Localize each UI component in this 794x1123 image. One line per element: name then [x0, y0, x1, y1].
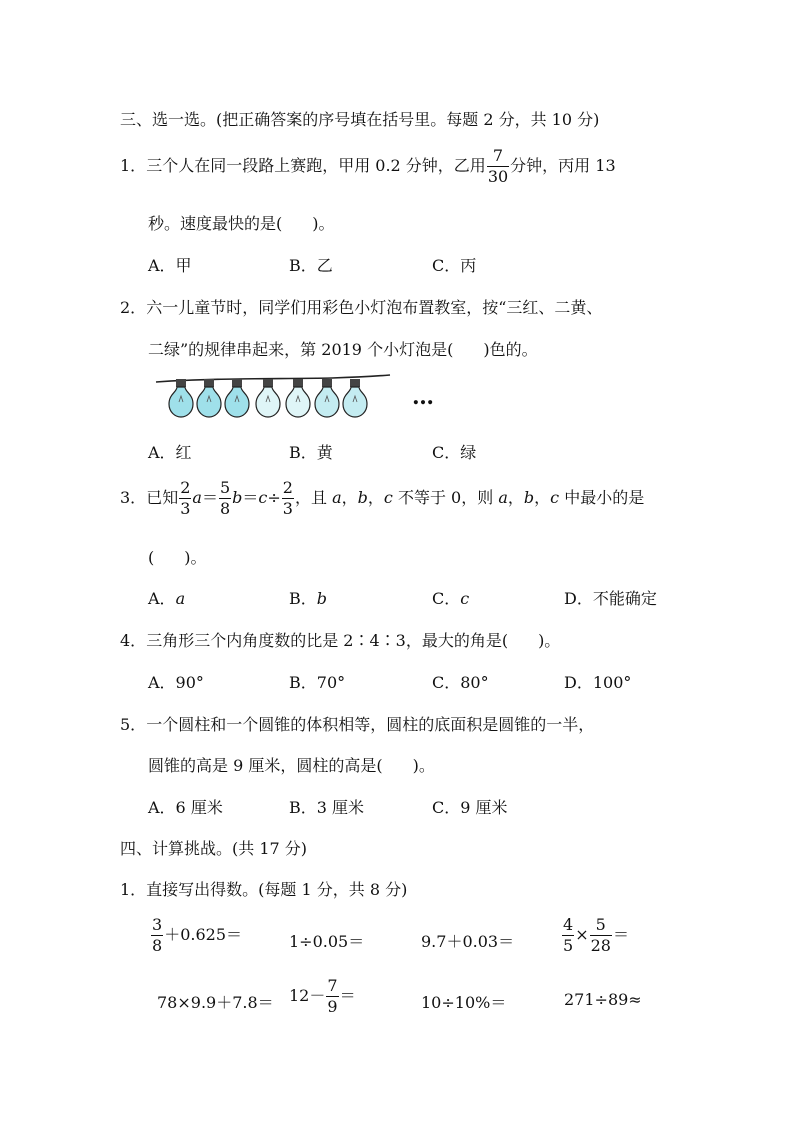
- q3-number: 3．: [120, 488, 147, 507]
- calc-r1-e2: 1÷0.05＝: [289, 932, 365, 951]
- q3-f1-num: 2: [180, 478, 191, 497]
- q4-text-b: )。: [538, 631, 561, 650]
- q3-f2-den: 8: [219, 499, 231, 518]
- calc-r1-e4-op: ×: [575, 925, 589, 944]
- q3-option-b-value: b: [316, 589, 328, 608]
- q4-text-a: 三角形三个内角度数的比是 2∶4∶3，最大的角是(: [146, 631, 509, 650]
- calc-r1-e3: 9.7＋0.03＝: [421, 932, 515, 951]
- q3-line2-a: (: [148, 548, 155, 567]
- bulb-5: [286, 379, 310, 417]
- q5-option-a[interactable]: A．6 厘米: [148, 798, 223, 817]
- calc-r1-e4-f1-num: 4: [563, 915, 574, 934]
- q3-line2-b: )。: [184, 548, 207, 567]
- q3-sep-3: ，: [507, 488, 524, 507]
- calc-r2-e2-eq: ＝: [339, 986, 356, 1005]
- calc-r1-e4-fraction-2: [590, 917, 612, 954]
- q3-f3-num: 2: [282, 478, 293, 497]
- q3-eq-1: ＝: [201, 488, 218, 507]
- calc-r2-e2-a: 12－: [289, 986, 326, 1005]
- q3-var-b: b: [232, 488, 243, 507]
- bulb-7: [343, 379, 367, 417]
- calc-r1-e4-f2-num: 5: [590, 917, 612, 936]
- bulb-6: [315, 379, 339, 417]
- calc-r1-e1-rest: ＋0.625＝: [164, 925, 242, 944]
- q1-line1: [120, 148, 616, 185]
- q3-eq-2: ＝: [242, 488, 259, 507]
- q2-line1: [120, 295, 602, 318]
- calc-r1-e4: [561, 917, 629, 954]
- q4-line1: [120, 628, 560, 651]
- q3-option-d[interactable]: [564, 586, 657, 609]
- section4-subtitle: 1．直接写出得数。(每题 1 分，共 8 分): [120, 880, 408, 899]
- q4-option-a[interactable]: A．90°: [148, 673, 204, 692]
- q1-option-c[interactable]: C．丙: [432, 256, 477, 275]
- q2-option-b[interactable]: B．黄: [289, 443, 333, 462]
- q3-suffix-c: 中最小的是: [559, 488, 645, 507]
- q3-f3-den: 3: [282, 499, 293, 518]
- q3-option-b-label: B．: [289, 589, 317, 608]
- calc-r2-e2-den: 9: [327, 997, 338, 1016]
- q3-t-b: b: [523, 488, 535, 507]
- calc-r1-e4-f1-den: 5: [563, 936, 574, 955]
- q3-f2-num: 5: [219, 478, 231, 497]
- q4-option-b[interactable]: B．70°: [289, 673, 346, 692]
- q3-line2: [148, 545, 207, 568]
- bulb-4: [256, 379, 280, 417]
- q4-option-d[interactable]: D．100°: [564, 673, 632, 692]
- q3-option-a-value: a: [175, 589, 186, 608]
- q5-text: 一个圆柱和一个圆锥的体积相等，圆柱的底面积是圆锥的一半，: [146, 715, 595, 734]
- q1-text-b: 分钟，丙用 13: [510, 156, 616, 175]
- q3-fraction-1: [179, 480, 191, 517]
- q3-var-a: a: [192, 488, 202, 507]
- q3-option-d-value: 不能确定: [592, 589, 657, 608]
- q3-sep-2: ，: [367, 488, 384, 507]
- q3-s-c: c: [383, 488, 393, 507]
- q3-line1: [120, 480, 644, 517]
- q3-s-a: a: [332, 488, 342, 507]
- q3-var-c: c: [258, 488, 268, 507]
- q3-sep-4: ，: [534, 488, 551, 507]
- q3-t-a: a: [498, 488, 508, 507]
- calc-r2-e1: 78×9.9＋7.8＝: [157, 993, 274, 1012]
- q3-fraction-2: [219, 480, 231, 517]
- q1-option-b[interactable]: B．乙: [289, 256, 333, 275]
- bulb-1: [169, 379, 193, 417]
- bulb-3: [225, 379, 249, 417]
- q2-line2-b: )色的。: [483, 340, 538, 359]
- calc-r1-e4-fraction-1: [562, 917, 574, 954]
- calc-r1-e1: [150, 917, 242, 954]
- q3-sep-1: ，: [341, 488, 358, 507]
- q3-option-c-label: C．: [432, 589, 461, 608]
- bulb-2: [197, 379, 221, 417]
- q5-line2-b: )。: [412, 756, 435, 775]
- calc-r2-e2-fraction: [326, 978, 338, 1015]
- q1-line2-b: )。: [312, 214, 335, 233]
- q2-line2-a: 二绿”的规律串起来，第 2019 个小灯泡是(: [148, 340, 454, 359]
- q1-line2-a: 秒。速度最快的是(: [148, 214, 283, 233]
- q5-line2: [148, 753, 435, 776]
- q2-text: 六一儿童节时，同学们用彩色小灯泡布置教室，按“三红、二黄、: [146, 298, 603, 317]
- q3-option-b[interactable]: [289, 586, 327, 609]
- light-bulb-string-illustration: [152, 372, 402, 424]
- q3-option-c-value: c: [460, 589, 470, 608]
- section4-title: 四、计算挑战。(共 17 分): [120, 839, 308, 858]
- q4-number: 4．: [120, 631, 147, 650]
- q3-prefix: 已知: [146, 488, 179, 507]
- section3-title: 三、选一选。(把正确答案的序号填在括号里。每题 2 分，共 10 分): [120, 110, 600, 129]
- q3-suffix-b: 不等于 0，则: [392, 488, 499, 507]
- calc-r1-e1-num: 3: [152, 915, 163, 934]
- q1-line2: [148, 211, 335, 234]
- q4-option-c[interactable]: C．80°: [432, 673, 489, 692]
- q5-line1: [120, 712, 594, 735]
- q3-t-c: c: [550, 488, 560, 507]
- q3-div: ÷: [267, 488, 281, 507]
- q2-line2: [148, 337, 538, 360]
- calc-r2-e3: 10÷10%＝: [421, 993, 507, 1012]
- q3-suffix-a: ，且: [294, 488, 333, 507]
- q3-option-c[interactable]: [432, 586, 469, 609]
- q1-text-a: 三个人在同一段路上赛跑，甲用 0.2 分钟，乙用: [146, 156, 486, 175]
- q1-option-a[interactable]: A．甲: [148, 256, 192, 275]
- calc-r2-e2: [289, 978, 356, 1015]
- calc-r1-e1-fraction: [151, 917, 163, 954]
- q5-line2-a: 圆锥的高是 9 厘米，圆柱的高是(: [148, 756, 383, 775]
- calc-r1-e4-f2-den: 28: [590, 936, 611, 955]
- q3-s-b: b: [357, 488, 368, 507]
- q3-f1-den: 3: [180, 499, 191, 518]
- calc-r1-e1-den: 8: [152, 936, 163, 955]
- q2-option-a[interactable]: A．红: [148, 443, 192, 462]
- q5-option-b[interactable]: B．3 厘米: [289, 798, 365, 817]
- q3-option-d-label: D．: [564, 589, 593, 608]
- calc-r2-e2-num: 7: [327, 976, 338, 995]
- q3-fraction-3: [282, 480, 294, 517]
- q1-frac-num: 7: [487, 148, 509, 167]
- q1-number: 1．: [120, 156, 147, 175]
- q3-option-a-label: A．: [148, 589, 176, 608]
- q2-option-c[interactable]: C．绿: [432, 443, 477, 462]
- q3-option-a[interactable]: [148, 586, 185, 609]
- q2-ellipsis: …: [412, 384, 434, 410]
- q5-option-c[interactable]: C．9 厘米: [432, 798, 508, 817]
- q2-number: 2．: [120, 298, 147, 317]
- q1-frac-den: 30: [487, 167, 509, 186]
- q5-number: 5．: [120, 715, 147, 734]
- calc-r2-e4: 271÷89≈: [564, 990, 642, 1009]
- calc-r1-e4-eq: ＝: [612, 925, 629, 944]
- q1-fraction: [487, 148, 509, 185]
